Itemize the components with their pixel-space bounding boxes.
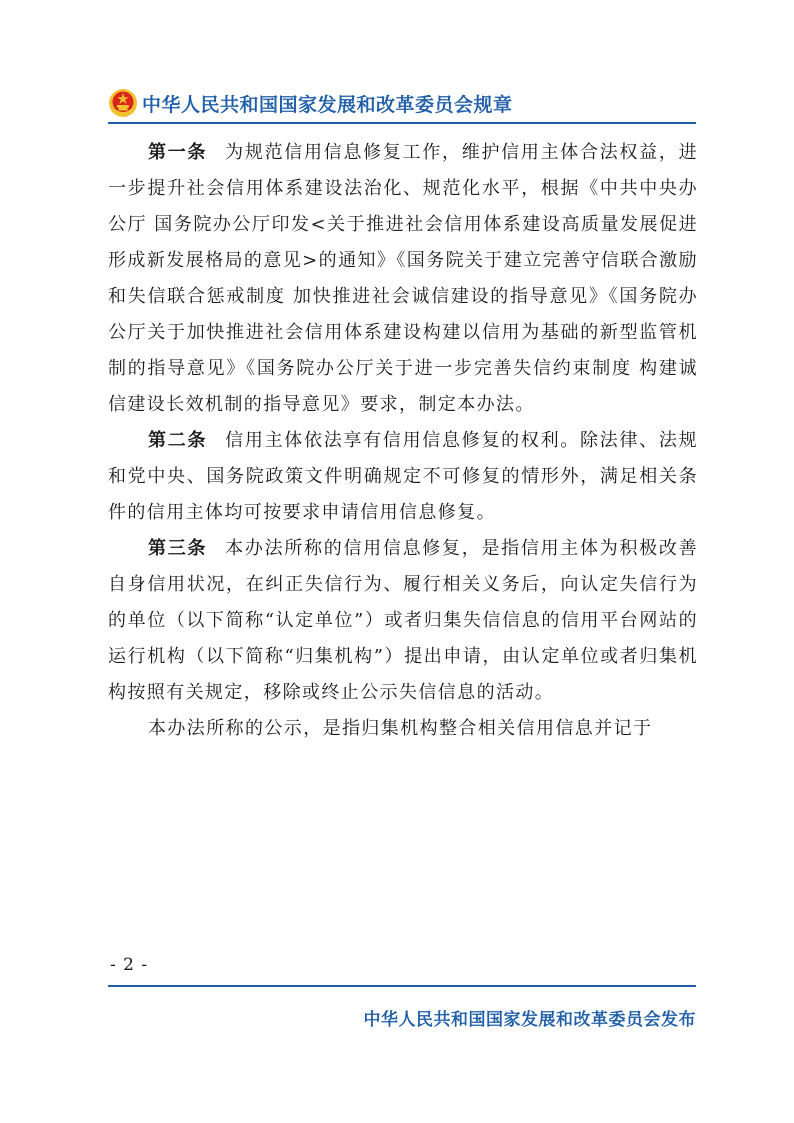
document-body bbox=[108, 135, 698, 747]
article-3 bbox=[108, 531, 698, 711]
header-divider bbox=[108, 122, 696, 124]
national-emblem-icon bbox=[108, 88, 138, 118]
article-text: 信用主体依法享有信用信息修复的权利。除法律、法规和党中央、国务院政策文件明确规定不可修复的情形外，满足相关条件的信用主体均可按要求申请信用信息修复。 bbox=[108, 430, 698, 523]
article-1 bbox=[108, 135, 698, 423]
article-label: 第三条 bbox=[148, 538, 208, 559]
article-label: 第一条 bbox=[148, 142, 208, 163]
article-2 bbox=[108, 423, 698, 531]
article-label: 第二条 bbox=[148, 430, 208, 451]
footer-divider bbox=[108, 985, 696, 987]
article-3-continuation bbox=[108, 711, 698, 747]
article-text: 本办法所称的公示，是指归集机构整合相关信用信息并记于 bbox=[148, 718, 653, 739]
article-text: 为规范信用信息修复工作，维护信用主体合法权益，进一步提升社会信用体系建设法治化、规范化水平，根据《中共中央办公厅 国务院办公厅印发<关于推进社会信用体系建设高质量发展促进形成新发展格局的意见>的通知》《国务院关于建立完善守信联合激励和失信联合惩戒制度 加快推进社会诚信建设的指导意见》《国务院办公厅关于加快推进社会信用体系建设构建以信用为基础的新型监管机制的指导意见》《国务院办公厅关于进一步完善失信约束制度 构建诚信建设长效机制的指导意见》要求，制定本办法。 bbox=[108, 142, 698, 415]
article-text: 本办法所称的信用信息修复，是指信用主体为积极改善自身信用状况，在纠正失信行为、履行相关义务后，向认定失信行为的单位（以下简称“认定单位”）或者归集失信信息的信用平台网站的运行机构（以下简称“归集机构”）提出申请，由认定单位或者归集机构按照有关规定，移除或终止公示失信信息的活动。 bbox=[108, 538, 698, 703]
page-number: - 2 - bbox=[110, 955, 149, 975]
document-header bbox=[108, 86, 696, 120]
header-title: 中华人民共和国国家发展和改革委员会规章 bbox=[142, 93, 513, 116]
footer-publisher: 中华人民共和国国家发展和改革委员会发布 bbox=[363, 1010, 696, 1030]
